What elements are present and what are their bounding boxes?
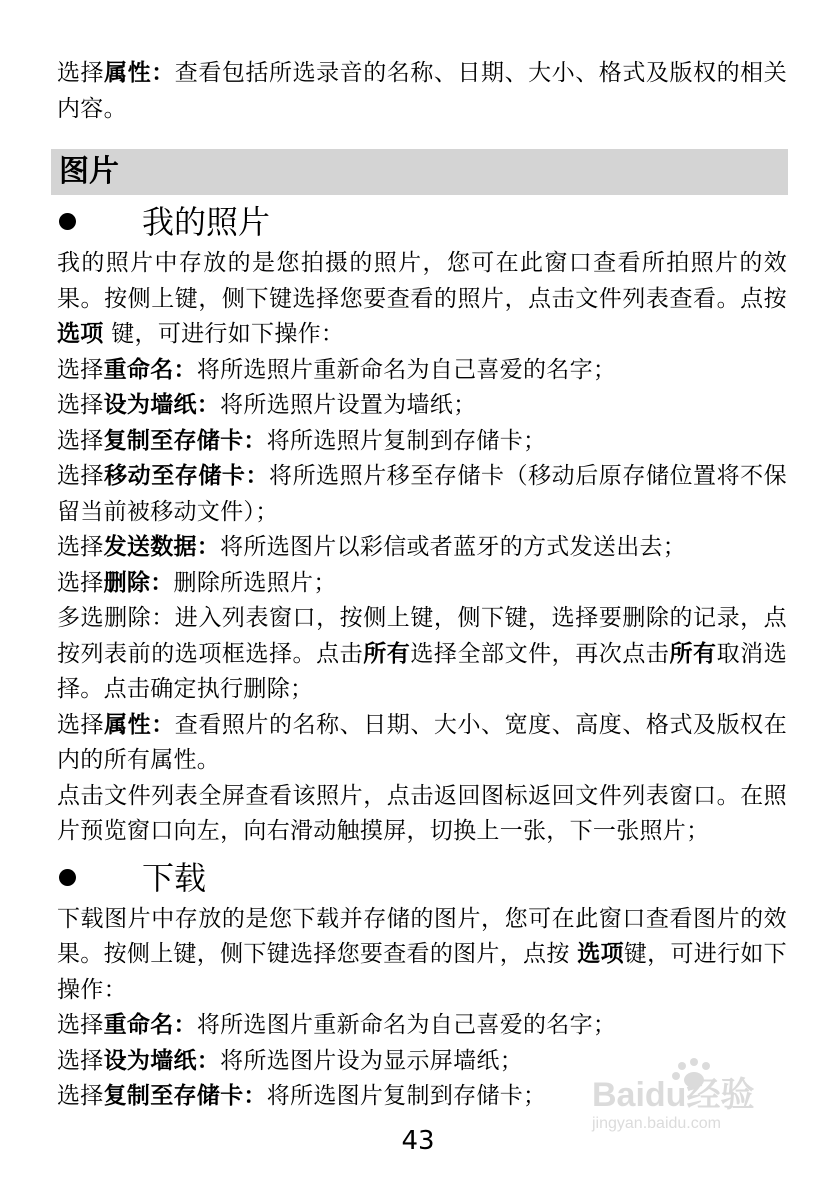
baidu-watermark-logo: [590, 1054, 800, 1134]
watermark-url: jingyan.baidu.com: [592, 1115, 721, 1132]
list-item: 选择设为墙纸：将所选照片设置为墙纸；: [57, 392, 477, 418]
download-heading: [57, 856, 787, 902]
list-item: 选择发送数据：将所选图片以彩信或者蓝牙的方式发送出去；: [57, 534, 687, 560]
list-item: 选择删除：删除所选照片；: [57, 569, 337, 596]
my-photos-section: [57, 200, 787, 1115]
fullscreen-paragraph: 点击文件列表全屏查看该照片，点击返回图标返回文件列表窗口。在照片预览窗口向左，向右滑动触摸屏，切换上一张，下一张照片；: [57, 782, 787, 844]
list-item: 选择设为墙纸：将所选图片设为显示屏墙纸；: [57, 1047, 524, 1074]
download-intro: 下载图片中存放的是您下载并存储的图片，您可在此窗口查看图片的效果。按侧上键，侧下键选择您要查看的图片，点按 选项键，可进行如下操作：: [57, 905, 787, 1003]
list-item: 选择复制至存储卡：将所选图片复制到存储卡；: [57, 1083, 547, 1109]
intro-paragraph: 选择属性：查看包括所选录音的名称、日期、大小、格式及版权的相关内容。: [57, 60, 787, 122]
list-item: 选择移动至存储卡：将所选照片移至存储卡（移动后原存储位置将不保留当前被移动文件）；: [57, 463, 787, 525]
download-title: 下载: [142, 858, 207, 897]
page-body: [57, 56, 787, 127]
my-photos-title: 我的照片: [142, 203, 271, 241]
section-header-pictures: [51, 149, 788, 195]
section-title: 图片: [59, 154, 119, 189]
my-photos-heading: [57, 200, 787, 246]
page-number: 43: [401, 1126, 435, 1156]
bullet-icon: [59, 869, 76, 886]
attributes-paragraph: 选择属性：查看照片的名称、日期、大小、宽度、高度、格式及版权在内的所有属性。: [57, 711, 787, 773]
bullet-icon: [59, 213, 76, 230]
list-item: 选择复制至存储卡：将所选照片复制到存储卡；: [57, 427, 547, 454]
list-item: 选择重命名：将所选照片重新命名为自己喜爱的名字；: [57, 356, 617, 383]
list-item: 选择重命名：将所选图片重新命名为自己喜爱的名字；: [57, 1012, 617, 1038]
watermark-brand: Baidu经验: [592, 1076, 755, 1114]
multi-delete-paragraph: 多选删除：进入列表窗口，按侧上键，侧下键，选择要删除的记录，点按列表前的选项框选择。点击所有选择全部文件，再次点击所有取消选择。点击确定执行删除；: [57, 605, 787, 702]
my-photos-intro: 我的照片中存放的是您拍摄的照片，您可在此窗口查看所拍照片的效果。按侧上键，侧下键选择您要查看的照片，点击文件列表查看。点按 选项 键，可进行如下操作：: [57, 250, 787, 347]
